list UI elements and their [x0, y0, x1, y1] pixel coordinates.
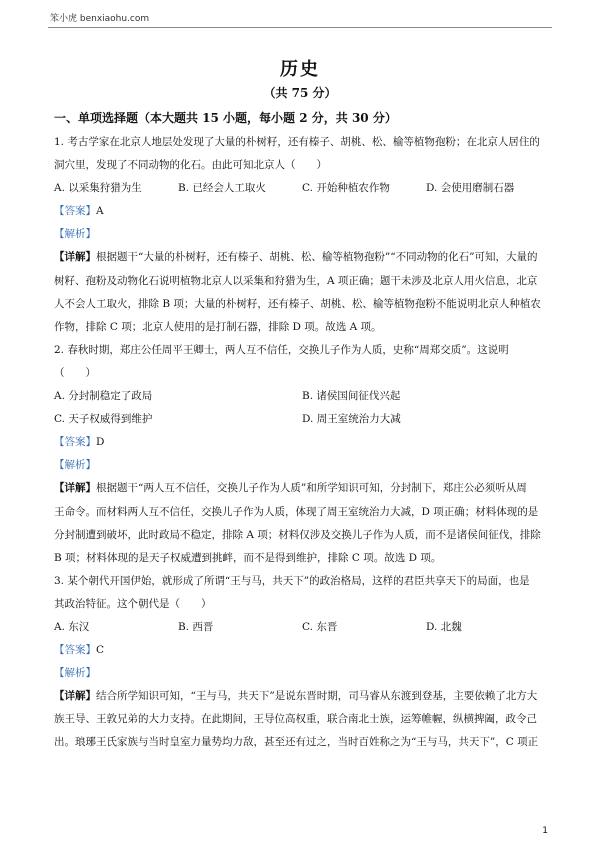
options-row	[54, 408, 552, 431]
question-stem-line: （ ）	[54, 366, 96, 379]
question-list	[54, 131, 552, 755]
answer-line	[54, 639, 552, 662]
option-d: D. 周王室统治力大减	[302, 413, 401, 426]
detail-line: 分封制遭到破坏，此时政局不稳定，排除 A 项；材料仅涉及交换儿子作为人质，而不是诸侯间征伐，排除	[54, 528, 541, 541]
option-b: B. 已经会人工取火	[178, 182, 266, 195]
detail-label: 【详解】	[54, 690, 96, 703]
option-b: B. 诸侯国间征伐兴起	[302, 390, 401, 403]
option-a: A. 以采集狩猎为生	[54, 182, 142, 195]
analysis-label: 【解析】	[54, 228, 96, 241]
question-stem-line: 2. 春秋时期，郑庄公任周平王卿士，两人互不信任，交换儿子作为人质，史称“周郑交质”。这说明	[54, 343, 509, 356]
header-divider	[48, 27, 552, 28]
question-stem-line: 1. 考古学家在北京人地层处发现了大量的朴树籽，还有榛子、胡桃、松、榆等植物孢粉；在北京人居住的	[54, 136, 540, 148]
options-row	[54, 385, 552, 408]
question-1	[54, 131, 552, 339]
detail-text: 根据题干“大量的朴树籽，还有榛子、胡桃、松、榆等植物孢粉”“不同动物的化石”可知，大量的	[96, 251, 538, 264]
question-stem-line: 其政治特征。这个朝代是（ ）	[54, 597, 212, 610]
answer-line	[54, 200, 552, 223]
answer-value: C	[96, 644, 105, 657]
site-header: 笨小虎 benxiaohu.com	[50, 14, 150, 24]
analysis-label: 【解析】	[54, 459, 96, 472]
option-a: A. 分封制稳定了政局	[54, 390, 153, 403]
detail-label: 【详解】	[54, 251, 96, 264]
detail-line: 出。琅琊王氏家族与当时皇室力量势均力敌，甚至还有过之，当时百姓称之为“王与马，共天下”，C 项正	[54, 736, 539, 749]
option-a: A. 东汉	[54, 620, 90, 633]
page-number: 1	[542, 826, 548, 836]
detail-line: 作物，排除 C 项；北京人使用的是打制石器，排除 D 项。故选 A 项。	[54, 320, 382, 333]
question-stem-line: 洞穴里，发现了不同动物的化石。由此可知北京人（ ）	[54, 159, 327, 172]
detail-line: 人不会人工取火，排除 B 项；大量的朴树籽，还有榛子、胡桃、松、榆等植物孢粉不能说明北京人种植农	[54, 297, 541, 310]
detail-text: 根据题干“两人互不信任，交换儿子作为人质”和所学知识可知，分封制下，郑庄公必须听从周	[96, 482, 527, 495]
detail-line: 王命令。而材料两人互不信任，交换儿子作为人质，体现了周王室统治力大减，D 项正确；材料体现的是	[54, 505, 539, 518]
answer-value: A	[96, 205, 104, 218]
question-2	[54, 339, 552, 570]
analysis-label: 【解析】	[54, 667, 96, 680]
section-heading: 一、单项选择题（本大题共 15 小题，每小题 2 分，共 30 分）	[54, 111, 397, 125]
question-stem-line: 3. 某个朝代开国伊始，就形成了所谓“王与马，共天下”的政治格局，这样的君臣共享天下的局面，也是	[54, 574, 530, 587]
answer-label: 【答案】	[54, 205, 96, 218]
answer-label: 【答案】	[54, 436, 96, 449]
answer-line	[54, 431, 552, 454]
answer-label: 【答案】	[54, 644, 96, 657]
options-row	[54, 177, 552, 200]
options-row	[54, 616, 552, 639]
option-c: C. 天子权威得到维护	[54, 413, 153, 426]
option-c: C. 东晋	[302, 620, 338, 633]
detail-label: 【详解】	[54, 482, 96, 495]
detail-line: 树籽、孢粉及动物化石说明植物北京人以采集和狩猎为生，A 项正确；题干未涉及北京人用火信息，北京	[54, 274, 538, 287]
question-3	[54, 570, 552, 755]
option-d: D. 北魏	[426, 620, 462, 633]
answer-value: D	[96, 436, 105, 449]
option-b: B. 西晋	[178, 620, 214, 633]
option-d: D. 会使用磨制石器	[426, 182, 515, 195]
detail-line: B 项；材料体现的是天子权威遭到挑衅，而不是得到维护，排除 C 项。故选 D 项。	[54, 551, 442, 564]
detail-line	[54, 685, 552, 708]
detail-text: 结合所学知识可知，“王与马，共天下”是说东晋时期，司马睿从东渡到登基，主要依赖了北方大	[96, 690, 538, 703]
detail-line: 族王导、王敦兄弟的大力支持。在此期间，王导位高权重，联合南北士族，运筹帷幄，纵横捭阖，政令己	[54, 713, 537, 726]
score-subtitle: （共 75 分）	[263, 86, 337, 100]
detail-line	[54, 246, 552, 269]
detail-line	[54, 477, 552, 500]
page-title: 历史	[280, 59, 320, 80]
option-c: C. 开始种植农作物	[302, 182, 390, 195]
